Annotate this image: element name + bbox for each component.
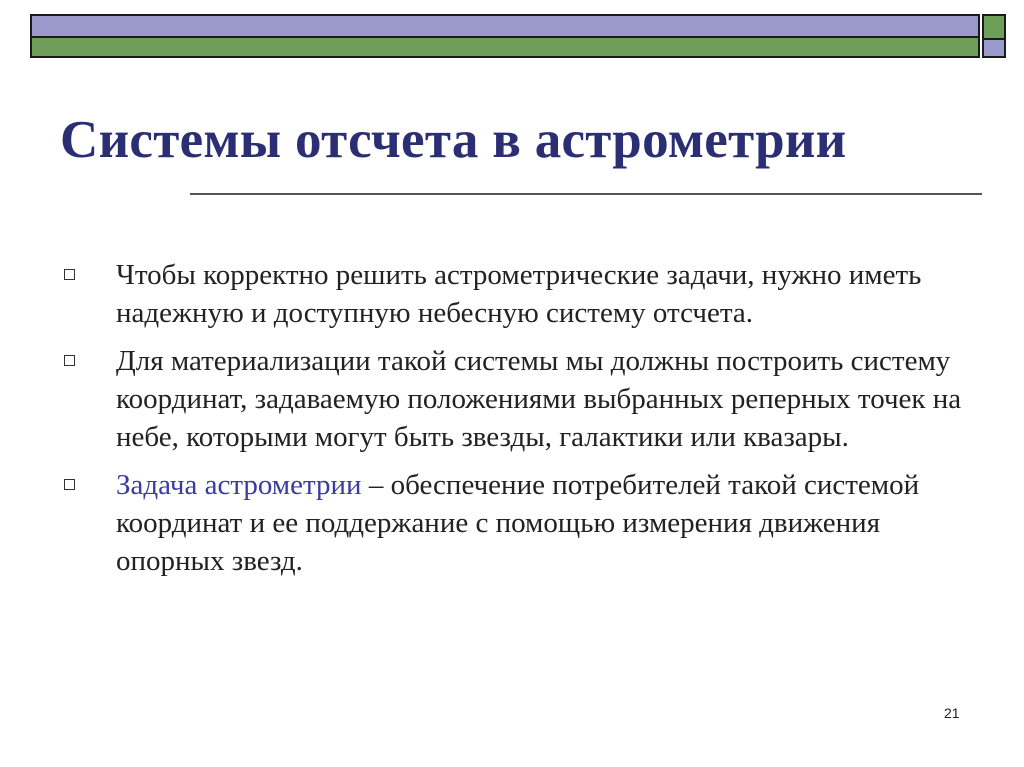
bullet-highlight: Задача астрометрии — [116, 469, 362, 501]
bullet-item-1 — [62, 256, 962, 332]
header-bar-purple — [30, 14, 980, 38]
slide-title: Системы отсчета в астрометрии — [60, 111, 847, 169]
bullet-list — [62, 256, 962, 590]
bullet-text: Чтобы корректно решить астрометрические задачи, нужно иметь надежную и доступную небесную систему отсчета. — [116, 259, 922, 329]
header-square-green — [982, 14, 1006, 40]
square-bullet-icon — [64, 269, 75, 280]
bullet-item-3 — [62, 466, 962, 580]
header-bar-green — [30, 38, 980, 58]
header-square-purple — [982, 40, 1006, 58]
title-divider — [190, 193, 982, 195]
page-number: 21 — [944, 705, 960, 721]
bullet-item-2 — [62, 342, 962, 456]
bullet-text: – обеспечение потребителей такой системой координат и ее поддержание с помощью измерения движения опорных звезд. — [116, 469, 920, 577]
bullet-text: Для материализации такой системы мы должны построить систему координат, задаваемую положениями выбранных реперных точек на небе, которыми могут быть звезды, галактики или квазары. — [116, 345, 962, 453]
square-bullet-icon — [64, 479, 75, 490]
square-bullet-icon — [64, 355, 75, 366]
